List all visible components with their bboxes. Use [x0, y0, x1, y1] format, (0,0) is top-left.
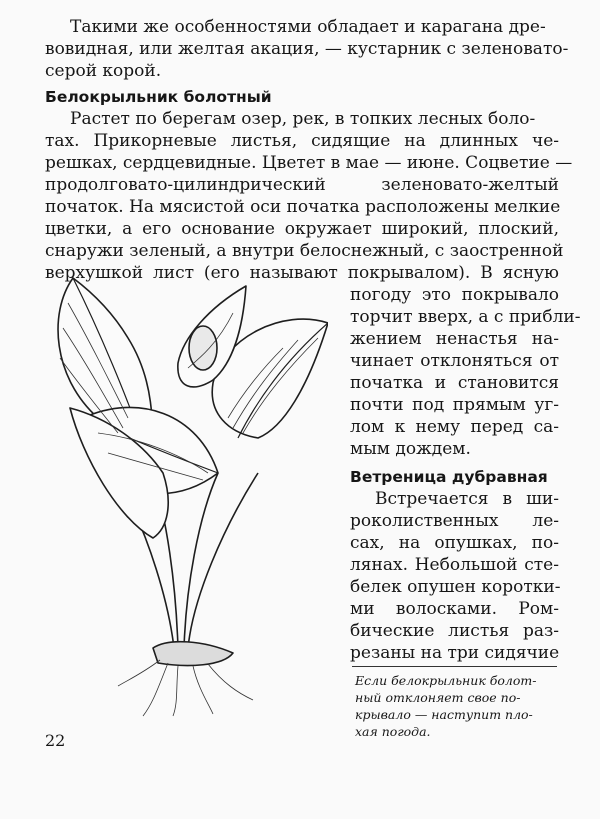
- column-line: чинает отклоняться от: [350, 351, 559, 371]
- footnote-line: крывало — наступит пло-: [355, 707, 533, 722]
- body-line: тах. Прикорневые листья, сидящие на длинных че-: [45, 131, 559, 151]
- section-heading-kalla: Белокрыльник болотный: [45, 88, 272, 106]
- intro-line: серой корой.: [45, 61, 162, 81]
- column-line: лом к нему перед са-: [350, 417, 559, 437]
- column-line: бические листья раз-: [350, 621, 559, 641]
- column-line: белек опушен коротки-: [350, 577, 561, 597]
- column-line: торчит вверх, а с прибли-: [350, 307, 581, 327]
- column-line: ми волосками. Ром-: [350, 599, 559, 619]
- page-number: 22: [45, 731, 66, 750]
- footnote-line: ный отклоняет свое по-: [355, 690, 521, 705]
- column-line: лянах. Небольшой сте-: [350, 555, 559, 575]
- column-line: погоду это покрывало: [350, 285, 559, 305]
- column-line: початка и становится: [350, 373, 559, 393]
- body-line: початок. На мясистой оси початка расположены мелкие: [45, 197, 561, 217]
- body-line: снаружи зеленый, а внутри белоснежный, с заостренной: [45, 241, 564, 261]
- body-line: верхушкой лист (его называют покрывалом). В ясную: [45, 263, 559, 283]
- column-line: резаны на три сидячие: [350, 643, 560, 663]
- column-line: сах, на опушках, по-: [350, 533, 559, 553]
- calla-plant-illustration: [28, 268, 328, 718]
- body-line: цветки, а его основание окружает широкий, плоский,: [45, 219, 559, 239]
- footnote-line: Если белокрыльник болот-: [355, 673, 537, 688]
- body-line: продолговато-цилиндрический зеленовато-желтый: [45, 175, 559, 195]
- intro-line: Такими же особенностями обладает и карагана дре-: [70, 17, 546, 37]
- section-heading-anemone: Ветреница дубравная: [350, 468, 548, 486]
- footnote-line: хая погода.: [355, 724, 431, 739]
- body-line: Растет по берегам озер, рек, в топких лесных боло-: [70, 109, 536, 129]
- body-line: решках, сердцевидные. Цветет в мае — июне. Соцветие —: [45, 153, 573, 173]
- column-line: мым дождем.: [350, 439, 471, 459]
- column-line: роколиственных ле-: [350, 511, 559, 531]
- intro-line: вовидная, или желтая акация, — кустарник с зеленовато-: [45, 39, 569, 59]
- column-line: Встречается в ши-: [375, 489, 559, 509]
- column-line: жением ненастья на-: [350, 329, 559, 349]
- column-line: почти под прямым уг-: [350, 395, 559, 415]
- footnote-rule: [352, 666, 557, 667]
